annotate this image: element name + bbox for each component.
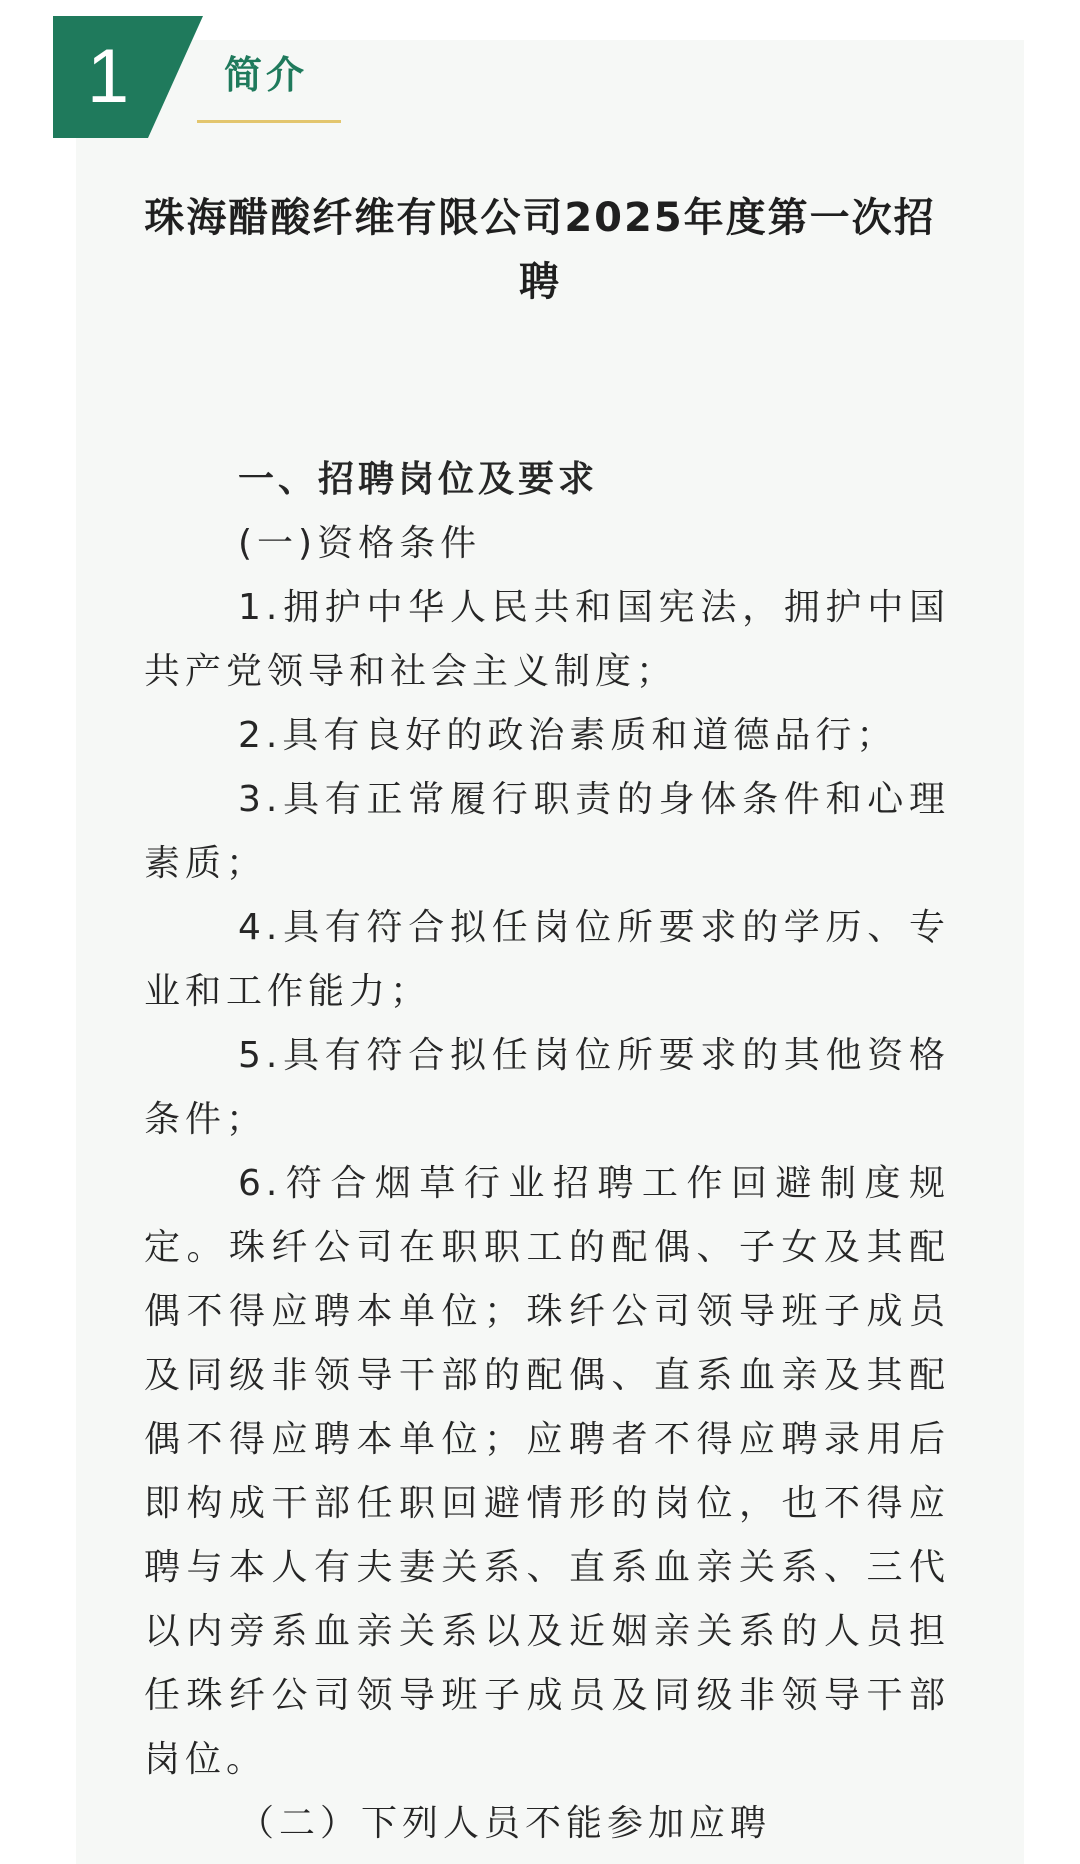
document-title: 珠海醋酸纤维有限公司2025年度第一次招聘	[144, 195, 936, 305]
section-number: 1	[86, 34, 130, 119]
qualification-item-2: 2.具有良好的政治素质和道德品行；	[238, 715, 898, 756]
qualification-item-3: 3.具有正常履行职责的身体条件和心理素质；	[144, 779, 950, 884]
subheading-qualifications: (一)资格条件	[238, 523, 482, 564]
document-body	[144, 448, 950, 1856]
section-title: 简介	[224, 53, 309, 97]
section-title-underline	[197, 120, 341, 123]
subheading-ineligible-persons: （二）下列人员不能参加应聘	[238, 1803, 772, 1844]
heading-recruitment-positions: 一、招聘岗位及要求	[238, 459, 599, 500]
qualification-item-4: 4.具有符合拟任岗位所要求的学历、专业和工作能力；	[144, 907, 950, 1012]
qualification-item-1: 1.拥护中华人民共和国宪法，拥护中国共产党领导和社会主义制度；	[144, 587, 950, 692]
qualification-item-5: 5.具有符合拟任岗位所要求的其他资格条件；	[144, 1035, 950, 1140]
qualification-item-6: 6.符合烟草行业招聘工作回避制度规定。珠纤公司在职职工的配偶、子女及其配偶不得应聘本单位；珠纤公司领导班子成员及同级非领导干部的配偶、直系血亲及其配偶不得应聘本单位；应聘者不得应聘录用后即构成干部任职回避情形的岗位，也不得应聘与本人有夫妻关系、直系血亲关系、三代以内旁系血亲关系以及近姻亲关系的人员担任珠纤公司领导班子成员及同级非领导干部岗位。	[144, 1163, 950, 1780]
